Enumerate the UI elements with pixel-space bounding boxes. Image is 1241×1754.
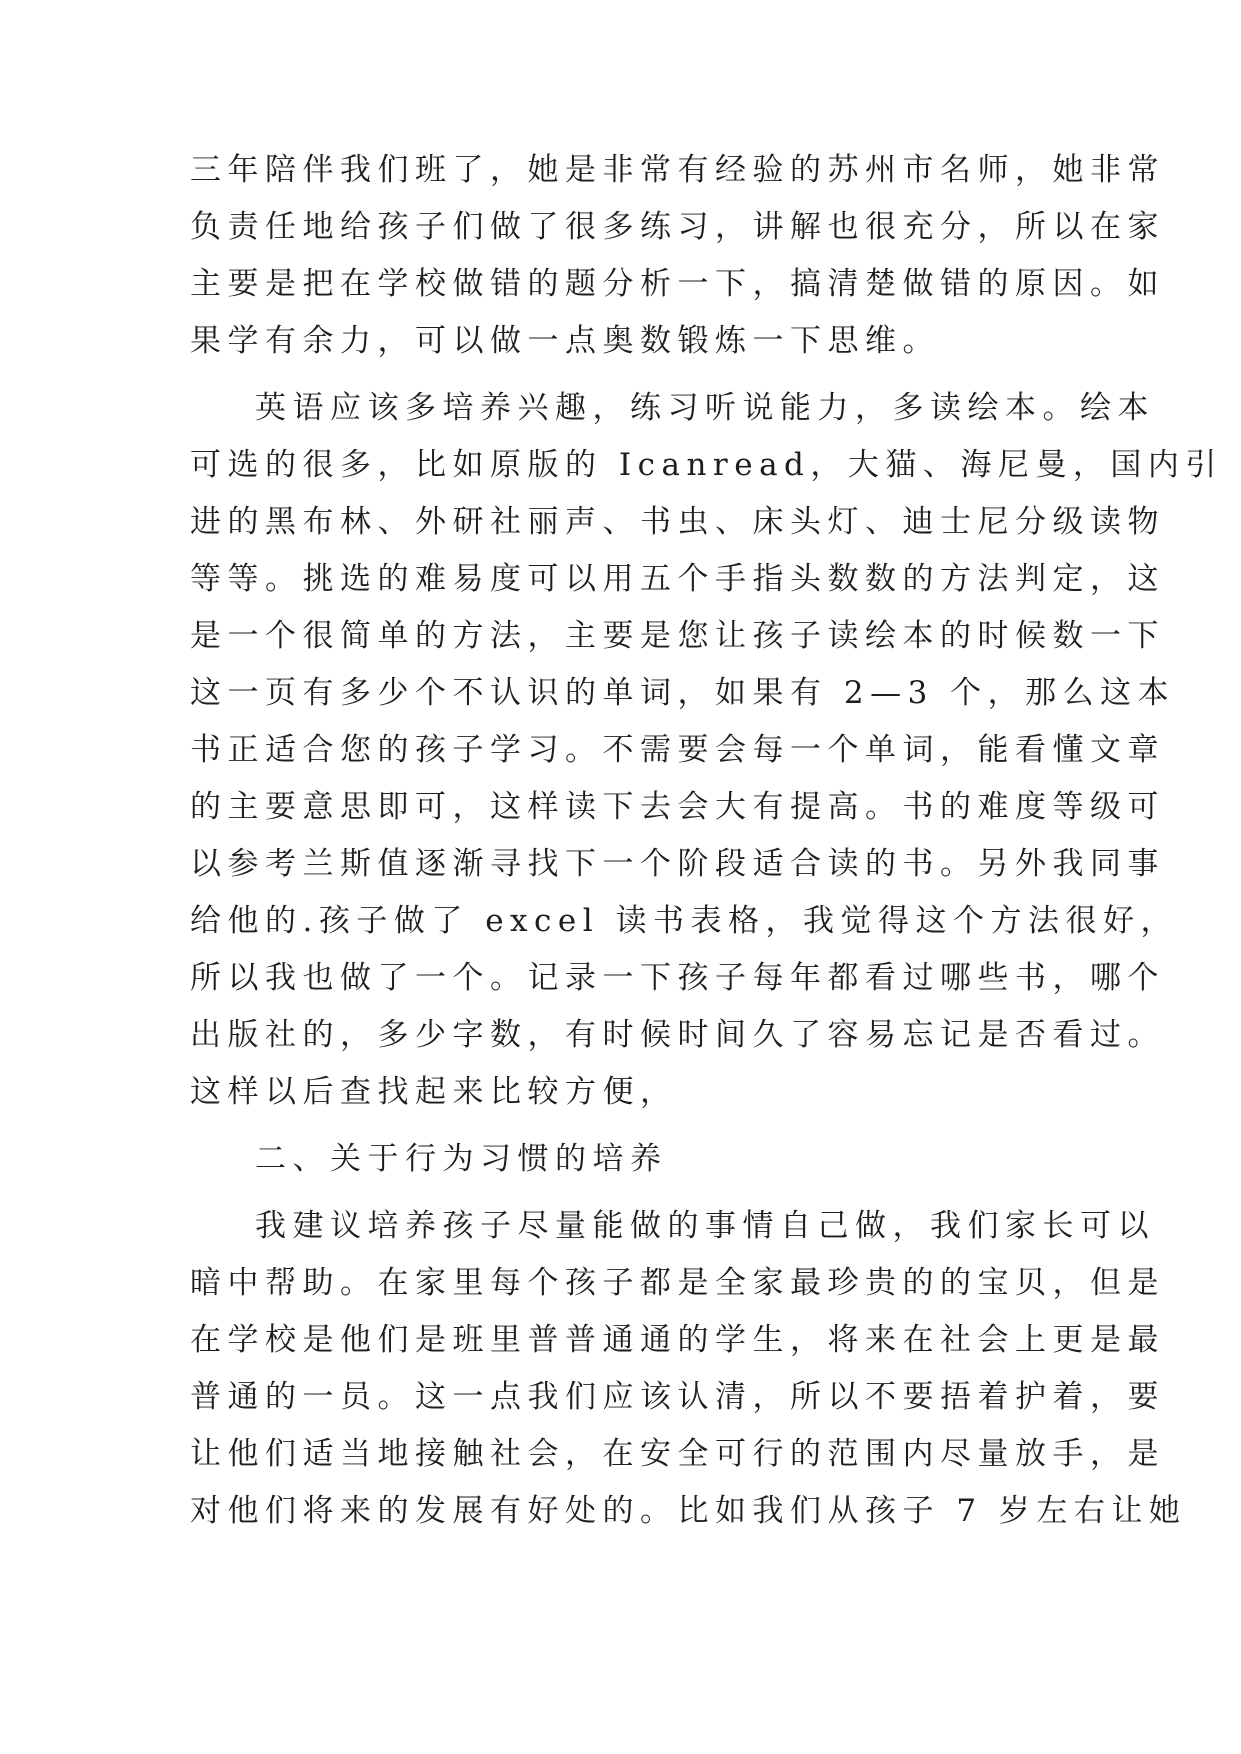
section-heading: 二、关于行为习惯的培养 [255,1141,668,1177]
paragraph-start-line: 我建议培养孩子尽量能做的事情自己做，我们家长可以 [255,1208,1155,1244]
text-line: 这样以后查找起来比较方便， [190,1074,678,1110]
text-line: 是一个很简单的方法，主要是您让孩子读绘本的时候数一下 [190,618,1165,654]
text-line: 进的黑布林、外研社丽声、书虫、床头灯、迪士尼分级读物 [190,504,1165,540]
text-line: 可选的很多，比如原版的 Icanread，大猫、海尼曼，国内引 [190,447,1223,483]
text-line: 的主要意思即可，这样读下去会大有提高。书的难度等级可 [190,789,1165,825]
text-line: 所以我也做了一个。记录一下孩子每年都看过哪些书，哪个 [190,960,1165,996]
text-line: 这一页有多少个不认识的单词，如果有 2—3 个，那么这本 [190,675,1176,711]
text-line: 在学校是他们是班里普普通通的学生，将来在社会上更是最 [190,1322,1165,1358]
paragraph-start-line: 英语应该多培养兴趣，练习听说能力，多读绘本。绘本 [255,390,1155,426]
text-line: 普通的一员。这一点我们应该认清，所以不要捂着护着，要 [190,1379,1165,1415]
text-line: 出版社的，多少字数，有时候时间久了容易忘记是否看过。 [190,1017,1165,1053]
text-line: 对他们将来的发展有好处的。比如我们从孩子 7 岁左右让她 [190,1493,1187,1529]
text-line: 以参考兰斯值逐渐寻找下一个阶段适合读的书。另外我同事 [190,846,1165,882]
text-line: 让他们适当地接触社会，在安全可行的范围内尽量放手，是 [190,1436,1165,1472]
text-line: 暗中帮助。在家里每个孩子都是全家最珍贵的的宝贝，但是 [190,1265,1165,1301]
text-line: 三年陪伴我们班了，她是非常有经验的苏州市名师，她非常 [190,152,1165,188]
text-line: 等等。挑选的难易度可以用五个手指头数数的方法判定，这 [190,561,1165,597]
text-line: 书正适合您的孩子学习。不需要会每一个单词，能看懂文章 [190,732,1165,768]
text-line: 给他的.孩子做了 excel 读书表格，我觉得这个方法很好， [190,903,1179,939]
text-line: 主要是把在学校做错的题分析一下，搞清楚做错的原因。如 [190,266,1165,302]
text-line: 负责任地给孩子们做了很多练习，讲解也很充分，所以在家 [190,209,1165,245]
text-line: 果学有余力，可以做一点奥数锻炼一下思维。 [190,323,940,359]
